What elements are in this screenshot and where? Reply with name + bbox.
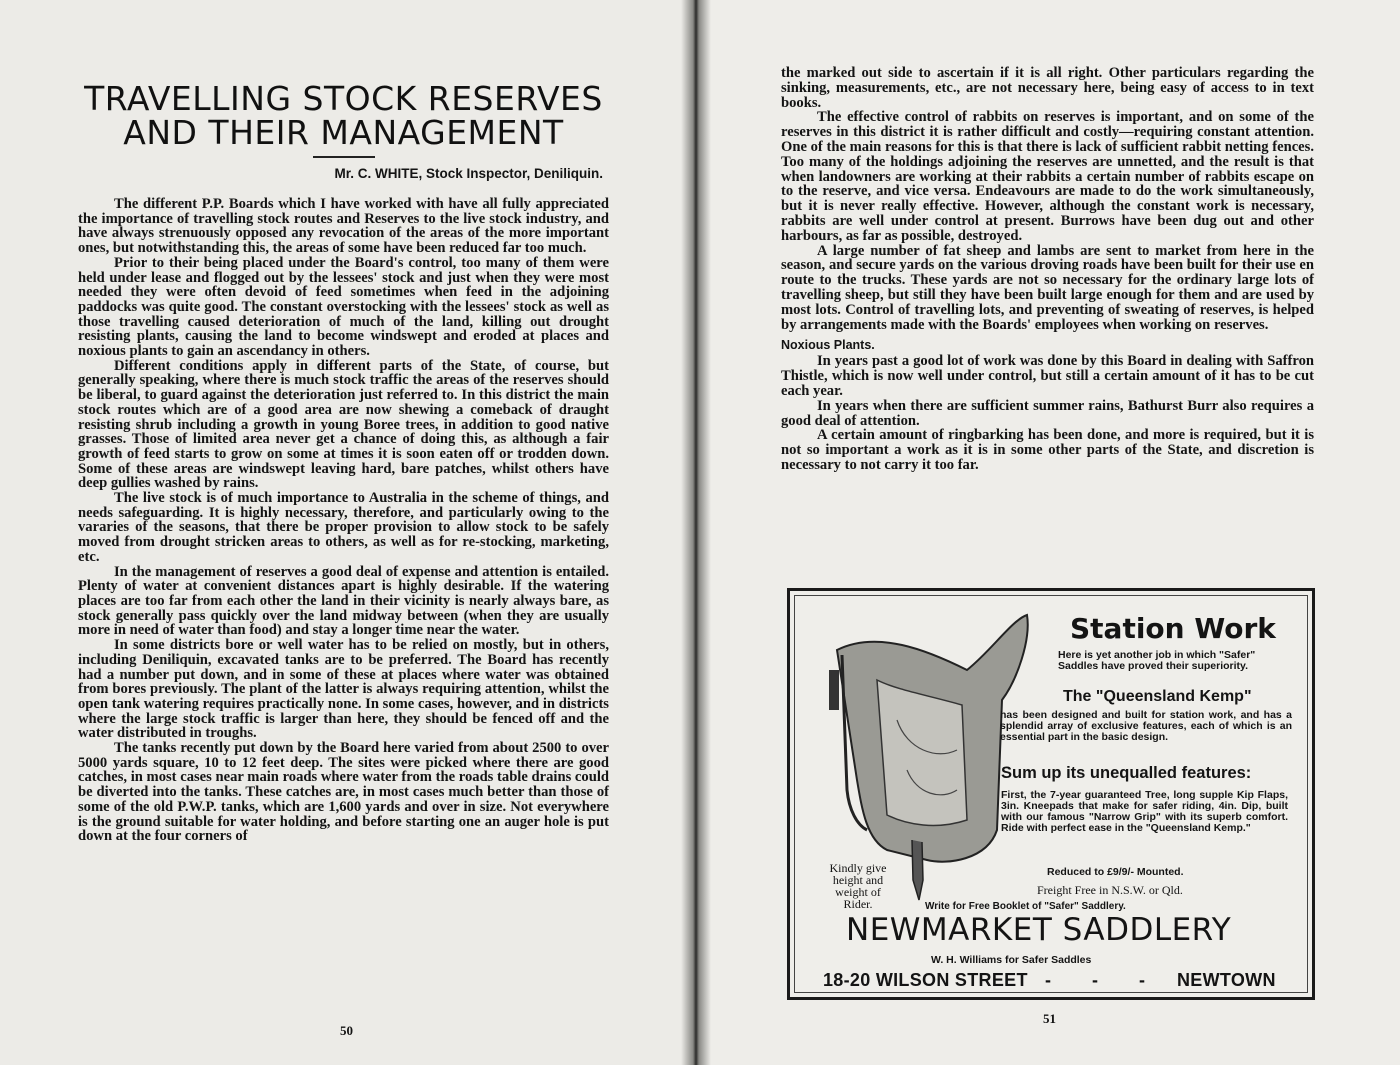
- book-gutter: [681, 0, 711, 1065]
- paragraph: Different conditions apply in different parts of the State, of course, but generally speaking, where there is much stock traffic the areas of the reserves should be liberal, to guard against the deterioration just referred to. In this district the main stock routes which are of a good area are now shewing a comeback of draught resisting shrub including a growth in young Boree trees, in addition to good native grasses. Those of limited area never get a chance of doing this, as although a fair growth of feed starts to grow on some at times it is soon eaten off or trodden down. Some of these areas are windswept leaving hard, bare patches, whilst others have deep gullies washed by rains.: [78, 357, 609, 492]
- page-number-right: 51: [1043, 1011, 1056, 1026]
- article-body-left: [78, 197, 609, 844]
- author-byline: Mr. C. WHITE, Stock Inspector, Deniliquin.: [334, 166, 603, 181]
- ad-address-dashes: - - -: [1045, 970, 1163, 990]
- ad-company-name: NEWMARKET SADDLERY: [846, 912, 1232, 948]
- ad-features-heading: Sum up its unequalled features:: [1001, 764, 1252, 782]
- article-title-line-1: TRAVELLING STOCK RESERVES: [84, 79, 603, 118]
- ad-suburb: NEWTOWN: [1177, 970, 1276, 990]
- page-number-left: 50: [340, 1023, 353, 1038]
- saddlery-advertisement: [787, 588, 1315, 1000]
- paragraph: In years past a good lot of work was done by this Board in dealing with Saffron Thistle, which is now well under control, but still a certain amount of it has to be cut each year.: [781, 353, 1314, 399]
- article-body-right: [781, 66, 1314, 473]
- ad-heading: Station Work: [1070, 612, 1276, 645]
- ad-freight: Freight Free in N.S.W. or Qld.: [1037, 883, 1183, 897]
- ad-features: First, the 7-year guaranteed Tree, long supple Kip Flaps, 3in. Kneepads that make for safer riding, 4in. Dip, built with our famous "Narrow Grip" with its superb comfort. Ride with perfect ease in the "Queensland Kemp.": [1001, 789, 1288, 834]
- title-rule: [313, 156, 375, 158]
- paragraph: In some districts bore or well water has to be relied on mostly, but in others, including Deniliquin, excavated tanks are to be preferred. The Board has recently had a number put down, and in some of these at places where water was obtained from bores previously. The plant of the latter is always requiring attention, whilst the open tank watering requires practically none. In some cases, however, and in districts where the large stock traffic is larger than here, they should be fenced off and the water distributed in troughs.: [78, 637, 609, 742]
- ad-intro: Here is yet another job in which "Safer" Saddles have proved their superiority.: [1058, 649, 1256, 672]
- paragraph: In years when there are sufficient summer rains, Bathurst Burr also requires a good deal of attention.: [781, 397, 1314, 429]
- paragraph: Prior to their being placed under the Board's control, too many of them were held under lease and flogged out by the lessees' stock and just when they were most needed they were often devoid of feed sometimes when feed in the adjoining paddocks was quite good. The constant overstocking with the lessees' stock as well as those travelling caused deterioration of much of the land, killing out drought resisting plants, causing the land to become windswept and eroded at places and noxious plants to gain an ascendancy in others.: [78, 254, 609, 360]
- paragraph: The tanks recently put down by the Board here varied from about 2500 to over 5000 yards square, 10 to 12 feet deep. The sites were picked where there are good catches, in most cases near main roads where water from the roads table drains could be diverted into the tanks. These catches are, in most cases much better than those of some of the old P.W.P. tanks, which are 1,600 yards and over in size. Not everywhere is the ground suitable for water holding, and before starting one an auger hole is put down at the four corners of: [78, 740, 609, 845]
- right-page: [697, 0, 1400, 1065]
- paragraph: The effective control of rabbits on reserves is important, and on some of the reserves in this district it is rather difficult and costly—requiring constant attention. One of the main reasons for this is that there is lack of sufficient rabbit netting fences. Too many of the holdings adjoining the reserves are unnetted, and the result is that when landowners are working at their rabbits a certain number of rabbits escape on to the reserve, and vice versa. Endeavours are made to do the work simultaneously, but it is never really effective. However, although the constant work is necessary, rabbits are well under control at present. Burrows have been dug out and other harbours, as far as possible, destroyed.: [781, 109, 1314, 244]
- ad-price: Reduced to £9/9/- Mounted.: [1047, 866, 1184, 878]
- ad-street-address: 18-20 WILSON STREET: [823, 970, 1028, 990]
- paragraph: The different P.P. Boards which I have worked with have all fully appreciated the importance of travelling stock routes and Reserves to the live stock industry, and have always strenuously opposed any revocation of the areas of the more important ones, but notwithstanding this, the areas of some have been reduced far too much.: [78, 196, 609, 257]
- paragraph: In the management of reserves a good deal of expense and attention is entailed. Plenty of water at convenient distances apart is highly desirable. If the watering places are too far from each other the land in their vicinity is nearly always bare, as stock generally pass quickly over the land midway between (when they are usually more in need of water than food) and stay a longer time near the water.: [78, 563, 609, 639]
- article-title-line-2: AND THEIR MANAGEMENT: [123, 113, 564, 152]
- ad-model-name: The "Queensland Kemp": [1063, 688, 1252, 705]
- section-heading-noxious-plants: Noxious Plants.: [781, 338, 875, 353]
- paragraph: A certain amount of ringbarking has been done, and more is required, but it is not so important a work as it is in some other parts of the State, and discretion is necessary to not carry it too far.: [781, 427, 1314, 473]
- left-page: [0, 0, 693, 1065]
- paragraph: the marked out side to ascertain if it is all right. Other particulars regarding the sinking, measurements, etc., are not necessary here, being easy of access to in text books.: [781, 65, 1314, 111]
- ad-booklet-offer: Write for Free Booklet of "Safer" Saddlery.: [925, 901, 1126, 912]
- ad-rider-note: Kindly give height and weight of Rider.: [829, 861, 887, 911]
- article-title: [78, 79, 609, 152]
- paragraph: A large number of fat sheep and lambs are sent to market from here in the season, and secure yards on the various droving roads have been built for their use en route to the trucks. These yards are not so necessary for the ordinary large lots of travelling sheep, but still they have been built large enough for them and are used by most lots. Control of travelling lots, and preventing of sweating of reserves, is helped by arrangements made with the Boards' employees when working on reserves.: [781, 242, 1314, 333]
- advertisement-inner-border: [794, 595, 1308, 993]
- paragraph: The live stock is of much importance to Australia in the scheme of things, and needs safeguarding. It is highly necessary, therefore, and particularly owing to the vararies of the seasons, that there be proper provision to allow stock to be safely moved from drought stricken areas to others, as well as for re-stocking, marketing, etc.: [78, 490, 609, 565]
- ad-maker: W. H. Williams for Safer Saddles: [931, 954, 1092, 966]
- ad-description: has been designed and built for station work, and has a splendid array of exclusive features, each of which is an essential part in the basic design.: [1000, 709, 1292, 743]
